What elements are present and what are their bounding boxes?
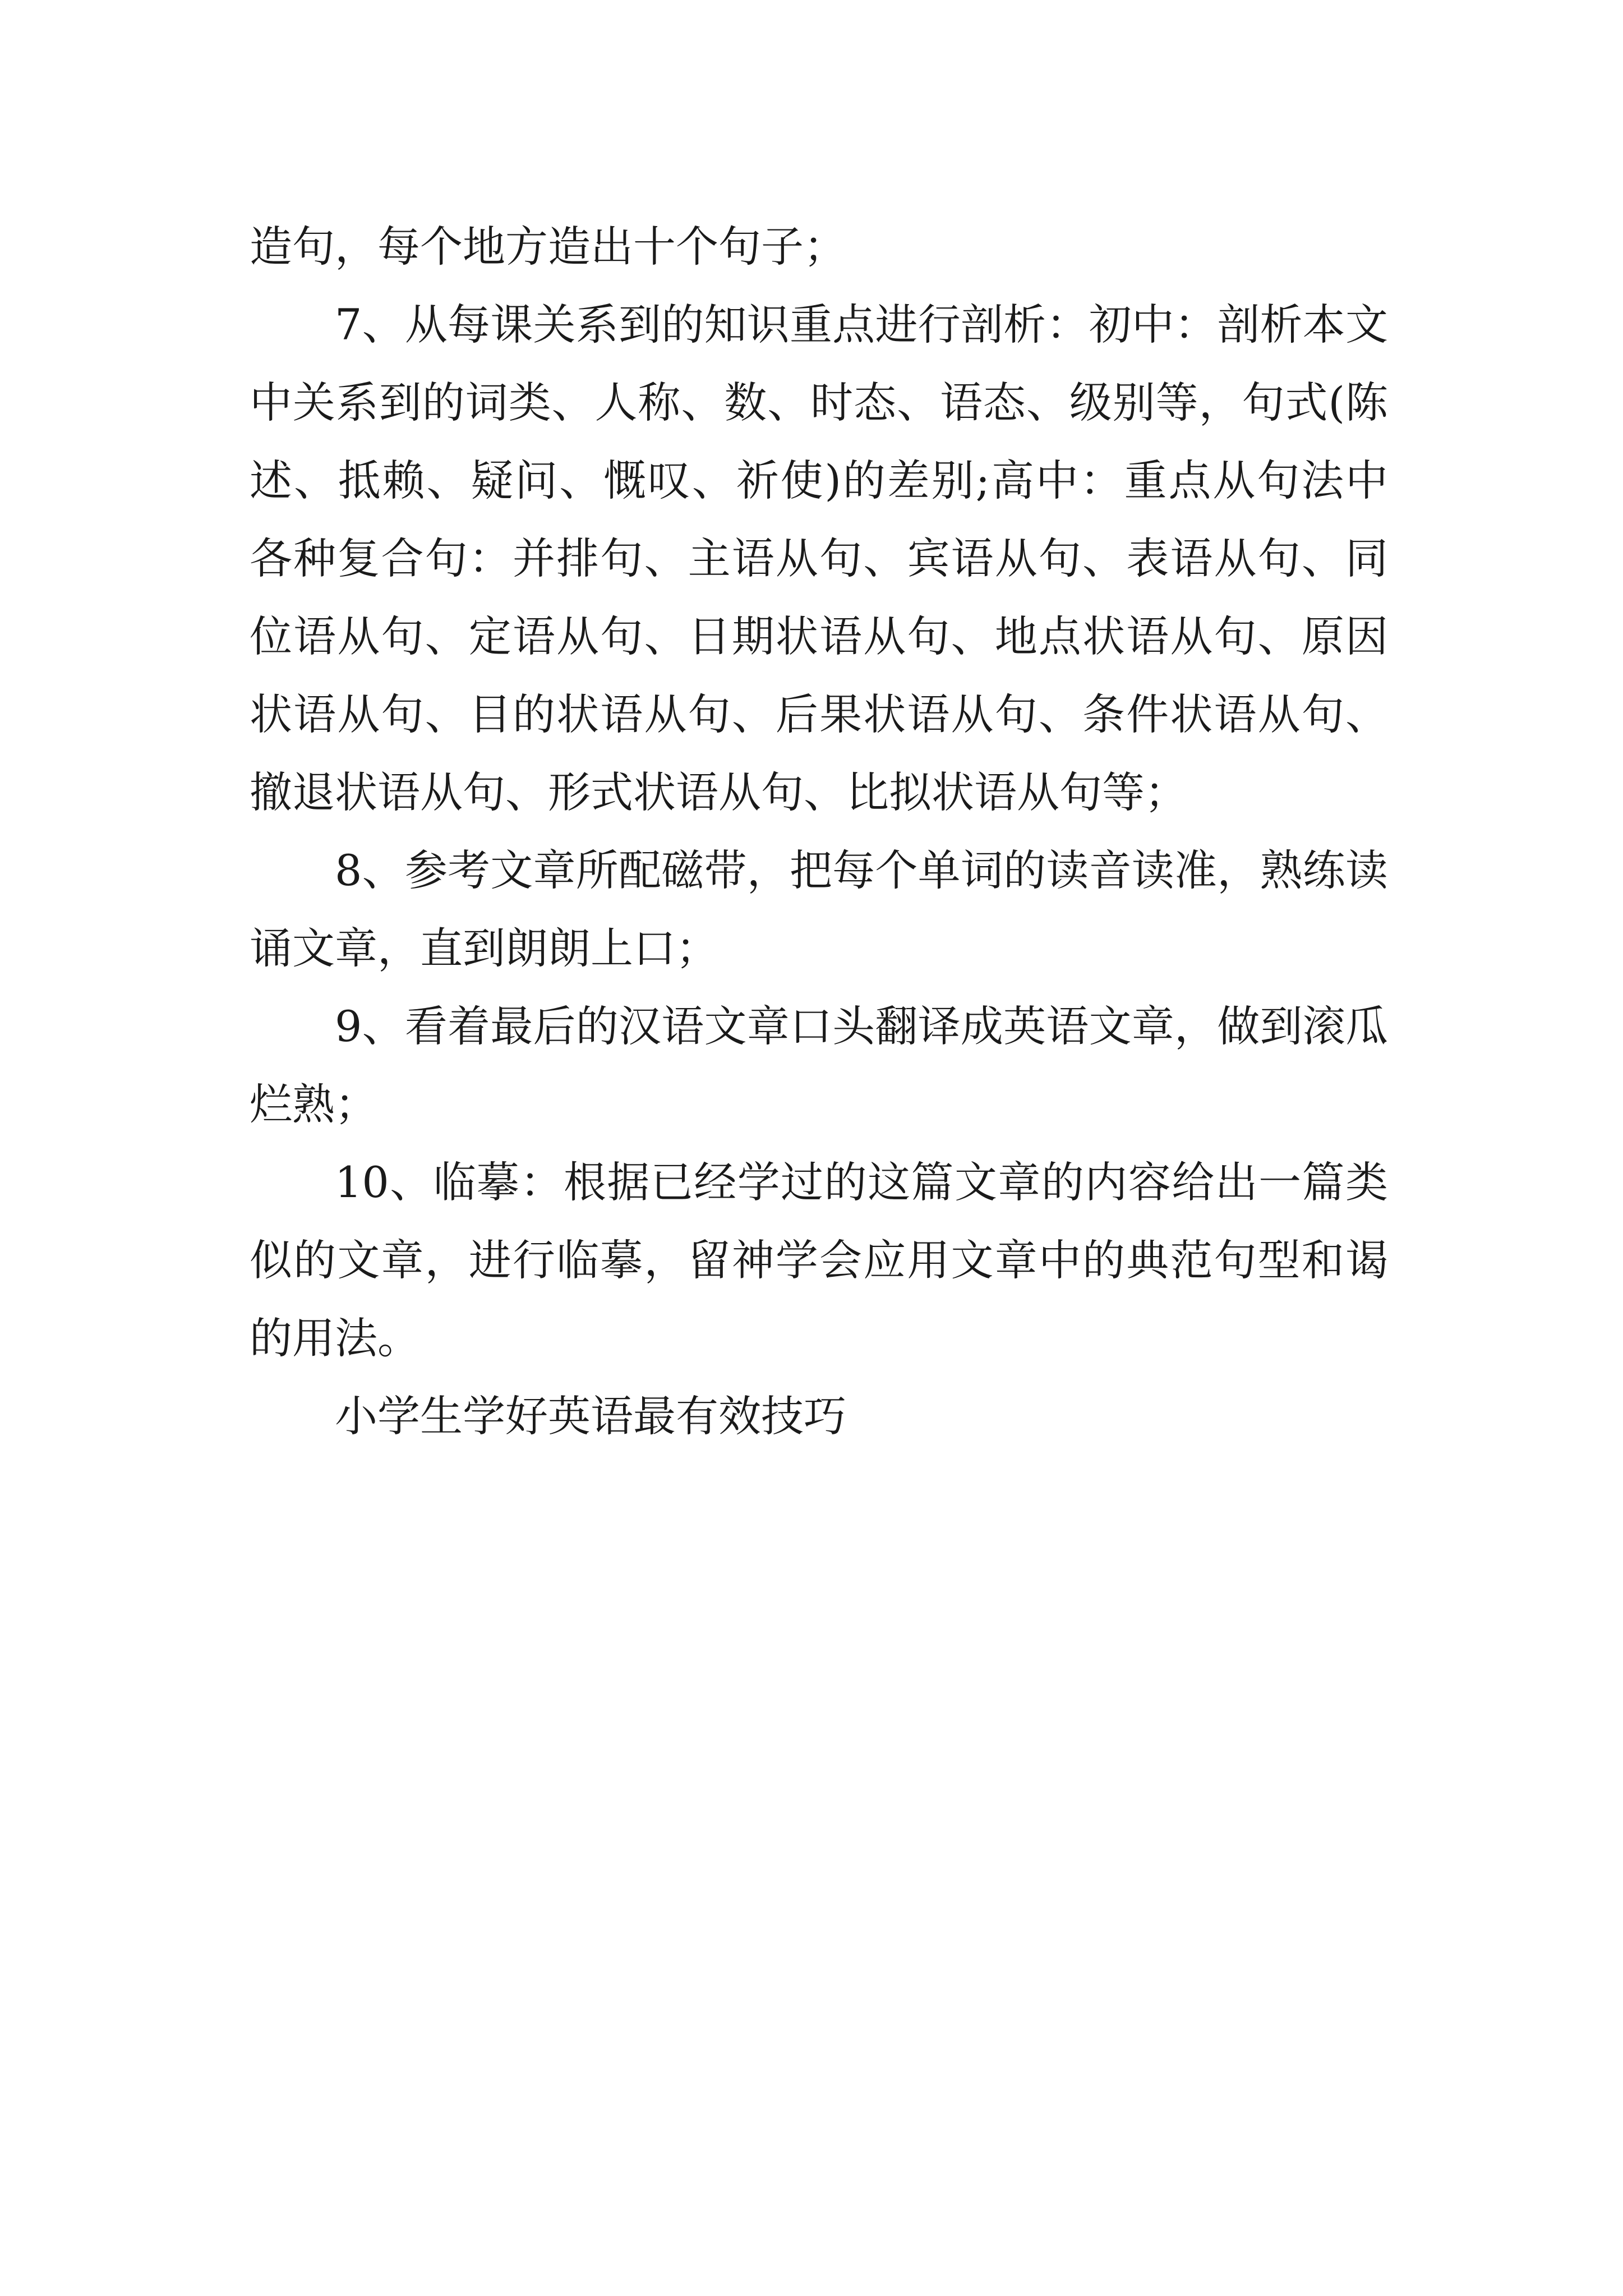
document-body bbox=[250, 208, 1388, 1455]
paragraph-item-8: 8、参考文章所配磁带，把每个单词的读音读准，熟练读诵文章，直到朗朗上口； bbox=[250, 845, 1388, 973]
paragraph-item-9: 9、看着最后的汉语文章口头翻译成英语文章，做到滚瓜烂熟； bbox=[250, 1001, 1388, 1129]
section-heading: 小学生学好英语最有效技巧 bbox=[335, 1391, 846, 1441]
paragraph-item-7: 7、从每课关系到的知识重点进行剖析：初中：剖析本文中关系到的词类、人称、数、时态、语态、级别等，句式(陈述、抵赖、疑问、慨叹、祈使)的差别;高中：重点从句法中各种复合句：并排句、主语从句、宾语从句、表语从句、同位语从句、定语从句、日期状语从句、地点状语从句、原因状语从句、目的状语从句、后果状语从句、条件状语从句、撤退状语从句、形式状语从句、比拟状语从句等； bbox=[250, 300, 1388, 817]
paragraph-item-10: 10、临摹：根据已经学过的这篇文章的内容给出一篇类似的文章，进行临摹，留神学会应用文章中的典范句型和谒的用法。 bbox=[250, 1157, 1388, 1363]
paragraph-continuation: 造句，每个地方造出十个句子； bbox=[250, 222, 846, 272]
